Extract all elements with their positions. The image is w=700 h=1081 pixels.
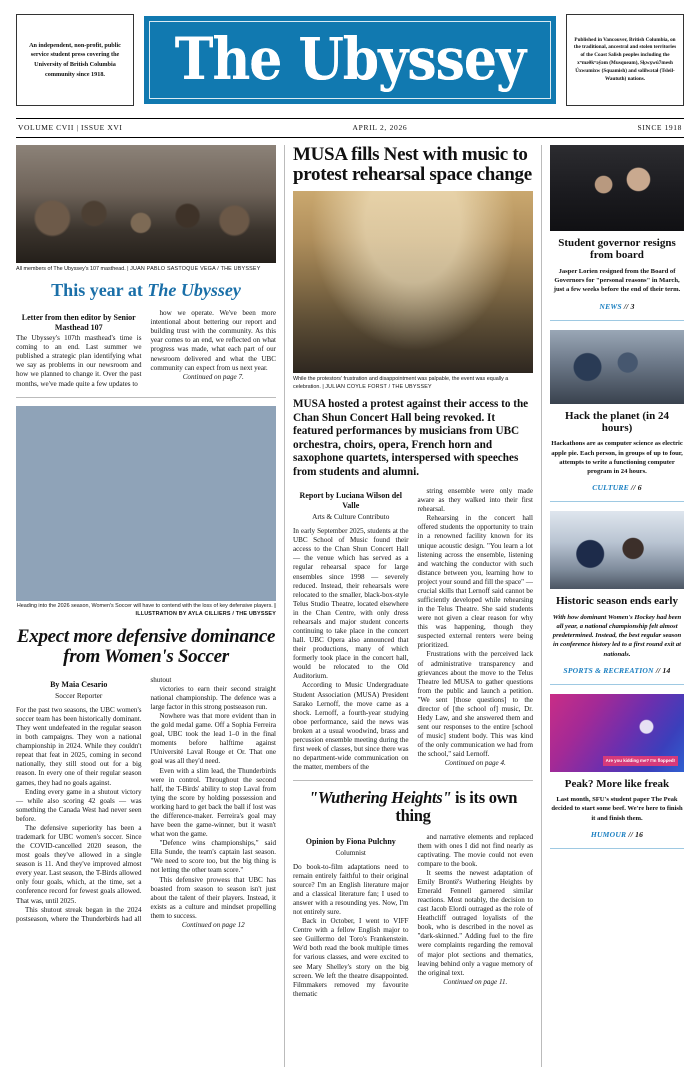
masthead-photo-caption <box>16 266 276 274</box>
opinion-byline-role: Columnist <box>335 847 366 857</box>
hackathon-photo <box>550 330 684 404</box>
lead-byline-role: Arts & Culture Contributo <box>312 512 390 522</box>
peak-illustration <box>550 694 684 772</box>
rail-summary: Hackathons are as computer science as electric apple pie. Each person, in groups of up to four, attempts to write a functioning computer program in 24 hours. <box>551 440 683 475</box>
divider <box>550 501 684 502</box>
opinion-paragraph: and narrative elements and replaced them with ones I did not find nearly as captivating. The movie could not even compare to the book. <box>417 832 533 868</box>
rail-headline[interactable]: Peak? More like freak <box>564 777 670 790</box>
soccer-paragraph: "Defence wins championships," said Ella Sunde, the team's captain last season. "We need to score too, but the big thing is not letting the other team score." <box>150 839 276 875</box>
divider <box>550 848 684 849</box>
column-center <box>284 145 542 1067</box>
rail-card-news[interactable] <box>550 145 684 311</box>
nest-photo-caption <box>293 376 533 392</box>
peak-speech-bubble: Are you kidding me? I'm flopped! <box>603 756 678 766</box>
opinion-body <box>293 833 533 999</box>
lead-continued[interactable]: Continued on page 4. <box>444 759 506 768</box>
caption-credit: | ILLUSTRATION BY AYLA CILLIERS / THE UBYSSEY <box>135 603 276 617</box>
opinion-continued[interactable]: Continued on page 11. <box>443 977 508 986</box>
rail-page-number: // 14 <box>655 665 671 675</box>
column-left <box>16 145 284 1067</box>
divider <box>550 320 684 321</box>
opinion-paragraph: Back in October, I went to VIFF Centre with a fellow English major to see Guillermo del Toro's Frankenstein. We'd both read the book multiple times for various classes, and were excited to see Mary Shelley's story on the big screen. We left the theatre disappointed. Filmmakers removed my favourite thematic <box>293 917 409 998</box>
divider <box>16 397 276 398</box>
caption-text: Heading into the 2026 season, Women's Soccer will have to contend with the loss of key defensive players. <box>16 603 273 610</box>
soccer-paragraph: For the past two seasons, the UBC women's soccer team has been historically dominant. They went undefeated in the regular season in both campaigns. They won a national championship in 2024. While they couldn't repeat that feat in 2025, coming in second nationally, they still stood out for a big reason. In every one of their regular season games, they had no goals against. <box>16 705 142 787</box>
student-governor-photo <box>550 145 684 231</box>
lead-deck: MUSA hosted a protest against their access to the Chan Shun Concert Hall being revoked. It featured performances by musicians from UBC orchestra, choirs, opera, French horn and saxophone quartets, interspersed with speeches from students and alumni. <box>293 398 529 478</box>
rail-page-number: // 6 <box>631 483 642 493</box>
rail-section-name: NEWS <box>599 301 622 311</box>
lead-body <box>293 487 533 772</box>
letter-body <box>16 309 276 388</box>
nest-protest-photo <box>293 191 533 373</box>
rail-section-name: SPORTS & RECREATION <box>563 665 654 675</box>
caption-credit: JULIAN COYLE FORST / THE UBYSSEY <box>325 383 432 390</box>
masthead-title-wrap <box>144 14 556 106</box>
divider <box>293 780 533 781</box>
soccer-body <box>16 676 276 930</box>
letter-continued[interactable]: Continued on page 7. <box>182 372 244 381</box>
masthead-left-statement: An independent, non-profit, public service student press covering the University of British Columbia community since 1918. <box>16 14 134 106</box>
lead-headline[interactable]: MUSA fills Nest with music to protest rehearsal space change <box>293 144 532 186</box>
soccer-photo-caption <box>16 603 276 619</box>
rail-section-label[interactable] <box>550 302 684 311</box>
lead-paragraph: string ensemble were only made aware as they walked into their first rehearsal. <box>417 487 533 514</box>
page-title: The Ubyssey <box>174 25 526 94</box>
lead-paragraph: Frustrations with the perceived lack of administrative transparency and grievances about the move to the Telus Theatre led MUSA to gather questions from the public and launch a petition. "We sent [those questions] to the director of [the school of] music, Dr. Hedy Law, and she answered them and sent our responses to the entire [school of music] student body. This was kind of the only communication we had from the school," said Lernoff. <box>417 650 533 759</box>
hockey-photo <box>550 511 684 589</box>
rail-section-label[interactable] <box>550 830 684 839</box>
opinion-headline[interactable] <box>293 789 533 825</box>
masthead-land-acknowledgement: Published in Vancouver, British Columbia, on the traditional, ancestral and stolen territories of the Coast Salish peoples including the xʷməθkʷəy̓əm (Musqueam), Sḵwx̱wú7mesh Úxwumixw (Squamish) and səlilwətaɬ (Tsleil-Waututh) nations. <box>566 14 684 106</box>
masthead-title-box <box>144 16 556 104</box>
soccer-paragraph: Nowhere was that more evident than in the gold medal game. Off a Sophia Ferreira goal, UBC took the lead 1–0 in the final moments before halftime against l'Université Laval Rouge et Or. That one goal was all they'd need. <box>150 712 276 766</box>
rail-section-label[interactable] <box>550 483 684 492</box>
soccer-byline-role: Soccer Reporter <box>55 690 103 700</box>
rail-section-name: HUMOUR <box>590 829 627 839</box>
masthead <box>16 14 684 106</box>
soccer-paragraph: Ending every game in a shutout victory — while also scoring 42 goals — was something the Canada West had never seen before. <box>16 787 142 823</box>
rail-headline[interactable]: Historic season ends early <box>556 595 678 608</box>
rail-summary: Jasper Lorien resigned from the Board of Governors for "personal reasons" in March, just a few weeks before the end of their term. <box>553 267 681 294</box>
rail-summary: Last month, SFU's student paper The Peak decided to start some beef. We're here to finish it and finish them. <box>551 796 683 822</box>
rail-card-humour[interactable] <box>550 694 684 839</box>
soccer-illustration <box>16 406 276 601</box>
letter-headline[interactable] <box>16 281 276 301</box>
lead-paragraph: According to Music Undergraduate Student Association (MUSA) President Sarako Lernoff, the move came as a shock. Lernoff, a fourth-year studying oboe performance, said the news was broken at a usual woodwind, brass and percussion ensemble meeting during the first week of classes, but since there was no department-wide communication on the matter, members of the <box>293 681 409 772</box>
letter-headline-plain: This year at <box>51 280 148 301</box>
letter-paragraph: how we operate. We've been more intentional about bettering our report and building trust with the community. As this year comes to an end, we reflected on what progress was made, what each part of our newsroom delivered and what the UBC community can expect from us next year. <box>150 309 276 372</box>
content-grid <box>16 145 684 1067</box>
rail-section-name: CULTURE <box>592 483 629 493</box>
soccer-byline: By Maia Cesario <box>50 679 108 689</box>
rail-card-sports[interactable] <box>550 511 684 675</box>
lead-paragraph: Rehearsing in the concert hall offered students the opportunity to train in a renowned facility known for its unique acoustic design. "You learn a lot listening across the ensemble, listening and watching the conductor with such distance between you, learning how to project your sound and fill the space" — crucial skills that Lernoff said cannot be sufficiently developed while rehearsing in the Telus Theatre. She said students were not given a clear reason for why this was happening, though they suspected external renters were being prioritized. <box>417 514 533 650</box>
folio-date: APRIL 2, 2026 <box>352 123 408 132</box>
soccer-paragraph: victories to earn their second straight national championship. The defence was a large factor in this strong postseason run. <box>150 684 276 712</box>
soccer-paragraph: This shutout streak began in the 2024 postseason, where the Thunderbirds had all shutout <box>16 675 172 923</box>
rail-card-culture[interactable] <box>550 330 684 493</box>
opinion-headline-title: "Wuthering Heights" <box>308 788 452 808</box>
masthead-title-inner-border <box>149 21 551 99</box>
opinion-byline: Opinion by Fiona Pulchny <box>305 836 396 846</box>
masthead-group-photo <box>16 145 276 263</box>
letter-headline-italic: The Ubyssey <box>147 280 241 301</box>
rail-headline[interactable]: Student governor resigns from board <box>558 237 676 262</box>
soccer-paragraph: The defensive superiority has been a trademark for UBC women's soccer. Since the COVID-cancelled 2020 season, the most goals they've allowed in a single season is 11. And they've improved almost every year. Last season, the T-Birds allowed only four goals, which, at the time, set a conference record for fewest goals allowed. That was, until 2025. <box>16 823 142 905</box>
rail-page-number: // 3 <box>623 301 635 311</box>
caption-credit: JUAN PABLO SASTOQUE VEGA / THE UBYSSEY <box>130 265 261 272</box>
rail-page-number: // 16 <box>628 829 644 839</box>
folio-bar <box>16 118 684 138</box>
soccer-paragraph: Even with a slim lead, the Thunderbirds were in control. Throughout the second half, the T-Birds' ability to stop Laval from tying the score by holding possession and working hard to get back the ball if lost was the difference-maker. Ferreira's goal may have been the game-winner, but it wasn't what won the game. <box>150 766 276 839</box>
letter-byline: Letter from then editor by Senior Masthead 107 <box>21 313 136 333</box>
rail-summary: With how dominant Women's Hockey had been all year, a national championship felt almost predetermined. Instead, the best regular season in conference history led to a first round exit at nationals. <box>552 613 682 658</box>
soccer-paragraph: This defensive prowess that UBC has boasted from season to season isn't just about the talent of their players. Instead, it exists as a culture and mindset propelling them to success. <box>150 875 276 920</box>
lead-paragraph: In early September 2025, students at the UBC School of Music found their access to the Chan Shun Concert Hall — the venue which has served as a regular rehearsal space for large ensembles since 1998 — severely reduced. Instead, their rehearsals were relocated to the smaller, black-box-style Telus Studio Theatre, located elsewhere in the Chan Centre, with only dress rehearsals and major student concerts continuing to take place in the concert hall. UBC Opera also announced that their productions, many of which formerly took place in the concert hall, would be relocated to the Old Auditorium. <box>293 527 409 681</box>
folio-since: SINCE 1918 <box>637 123 682 132</box>
rail-section-label[interactable] <box>550 666 684 675</box>
opinion-headline-rest: is its own thing <box>395 788 518 826</box>
rail-headline[interactable]: Hack the planet (in 24 hours) <box>565 409 669 434</box>
soccer-headline[interactable]: Expect more defensive dominance from Women's Soccer <box>16 625 276 668</box>
folio-volume: VOLUME CVII | ISSUE XVI <box>18 123 123 132</box>
opinion-paragraph: Do book-to-film adaptations need to remain entirely faithful to their original source? I'm an English literature major and a classical literature fan; I used to answer with a resounding yes. Now, I'm not entirely sure. <box>293 862 409 917</box>
opinion-paragraph: It seems the newest adaptation of Emily Brontë's Wuthering Heights by Emerald Fennell garnered similar reactions. Most notably, the decision to cast Jacob Elordi outraged as the role of Heathcliff outraged loyalists of the book, who is described in the novel as "dark-skinned." Adding fuel to the fire were complaints regarding the removal of major plot sections and thematics, leaving behind only a vague memory of the original text. <box>417 868 533 977</box>
lead-byline: Report by Luciana Wilson del Valle <box>299 491 402 511</box>
column-right-rail <box>542 145 684 1067</box>
letter-paragraph: The Ubyssey's 107th masthead's time is coming to an end. Last summer we published a strategic plan identifying what we say as problems in our newsroom and how we planned to change it. Over the past months, we've made quite a few updates to <box>16 334 142 388</box>
caption-text: While the protestors' frustration and disappointment was palpable, the event was equally a celebration. | <box>293 375 509 390</box>
caption-text: All members of The Ubyssey's 107 masthead. | <box>16 265 129 272</box>
divider <box>550 684 684 685</box>
soccer-continued[interactable]: Continued on page 12 <box>181 920 245 929</box>
